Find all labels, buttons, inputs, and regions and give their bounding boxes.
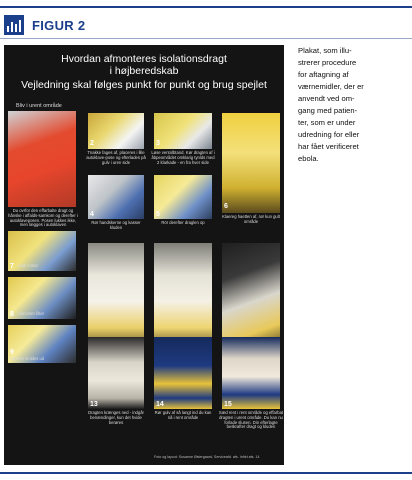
step-photo-13 <box>88 337 144 409</box>
step-number-13: 13 <box>90 401 98 408</box>
step-caption-1: Du ovrfor den effarbalte dragt og hånske i affalds-samkom og derefter i autoklaveposen. Posen lukkes ikke, men lægges i autoklaven <box>8 208 78 228</box>
step-number-4: 4 <box>90 211 94 218</box>
poster-subtitle: Vejledning skal følges punkt for punkt og brug spejlet <box>21 79 267 91</box>
step-caption-4: Rør handskerne og kasser kluden <box>91 220 141 230</box>
step-caption-13: Dragten krænges ned - indgår benændinger, kun det hvide berøres <box>88 410 144 425</box>
step-number-7: 7 <box>10 263 14 270</box>
figure-label: FIGUR 2 <box>32 17 86 33</box>
step-number-15: 15 <box>224 401 232 408</box>
sidebar-text: Plakat, som illu- strerer procedure for aftagning af værnemidler, der er anvendt ved om- gang med patien- ter, som er under udredning for eller har fået verificeret ebola. <box>298 46 364 163</box>
header-divider <box>0 38 412 39</box>
step-caption-9: Filtrene smides ud <box>10 356 45 361</box>
step-number-14: 14 <box>156 401 164 408</box>
poster-title: Hvordan afmonteres isolationsdragt i højberedskab <box>61 53 227 77</box>
step-photo-14 <box>154 337 212 409</box>
step-number-5: 5 <box>156 211 160 218</box>
bar-chart-icon <box>4 15 24 35</box>
step-photo-6 <box>222 113 280 213</box>
step-caption-15: Sæd rent i rent område og effarbat dragten i urent område. Du kan nu forlade slusen. Din efterlagte beskrafter dragt og kluden <box>218 410 284 430</box>
step-caption-6: Klaereg haetten af, rør kun gult område <box>222 214 280 224</box>
step-photo-15 <box>222 337 280 409</box>
step-photo-2 <box>88 113 144 149</box>
step-caption-2: Tnakke fages af, placeres i lille autoklave-pose og efterlades på gulv i uren side <box>86 150 146 165</box>
bottom-rule <box>0 472 412 474</box>
poster-credit: Foto og layout: Susanne Østergaard, Serviceafd. afs. Infrkt afs. 14 <box>154 455 260 459</box>
step-photo-11 <box>154 243 212 349</box>
step-caption-5: Rör derefter draglen op <box>161 220 205 225</box>
top-rule <box>0 6 412 8</box>
step-caption-3: Løse ventolbtand. Kør dragten af i åbpeområdet omklarig tynlds med 2 klarkade - en fra hver side <box>151 150 215 165</box>
step-photo-1 <box>8 111 76 207</box>
step-caption-8: Afmonter filter <box>18 311 45 316</box>
step-photo-3 <box>154 113 212 149</box>
step-caption-14: Rør gulv af så langt ind du kan nå i rent område <box>154 410 212 420</box>
step-photo-4 <box>88 175 144 219</box>
poster-note: Bliv i urent område <box>16 103 62 109</box>
step-number-6: 6 <box>224 203 228 210</box>
figure-header <box>4 14 85 36</box>
step-number-3: 3 <box>156 140 160 147</box>
poster <box>4 45 284 465</box>
step-number-8: 8 <box>10 311 14 318</box>
step-photo-12 <box>222 243 280 349</box>
step-caption-7: Sluk motor <box>18 263 39 268</box>
step-photo-10 <box>88 243 144 349</box>
step-number-9: 9 <box>10 349 14 356</box>
sidebar-caption <box>298 45 408 165</box>
step-photo-5 <box>154 175 212 219</box>
step-number-2: 2 <box>90 140 94 147</box>
